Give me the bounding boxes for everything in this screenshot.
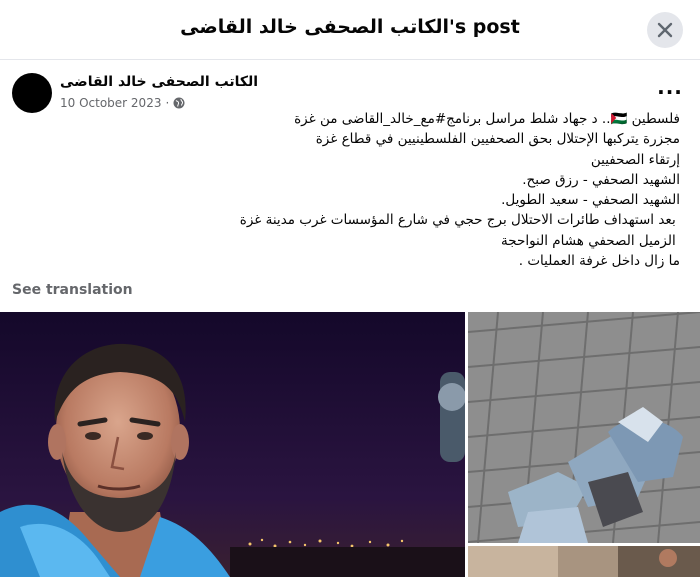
globe-icon[interactable]	[173, 97, 185, 109]
post-date[interactable]: 10 October 2023	[60, 96, 162, 110]
post-text-line: بعد استهداف طائرات الاحتلال برج حجي في شارع المؤسسات غرب مدينة غزة	[239, 212, 680, 229]
post-text-line: ما زال داخل غرفة العمليات .	[518, 253, 680, 270]
post-photo-debris[interactable]	[468, 312, 700, 543]
post-text-line: الشهيد الصحفي - سعيد الطويل.	[501, 192, 680, 209]
avatar[interactable]	[12, 73, 52, 113]
post-text-line: إرتقاء الصحفيين	[590, 151, 680, 168]
meta-separator: ·	[165, 96, 170, 110]
close-icon	[657, 22, 673, 38]
post-photo-portrait[interactable]	[0, 312, 465, 577]
author-name[interactable]: الكاتب الصحفى خالد القاضى	[60, 74, 259, 90]
post-text-line: الشهيد الصحفي - رزق صبح.	[522, 171, 680, 188]
post-text-line: الزميل الصحفي هشام النواحجة	[501, 232, 680, 249]
dialog-title: الكاتب الصحفى خالد القاضى's post	[180, 16, 520, 38]
post-photo-third[interactable]	[468, 546, 700, 577]
see-translation-link[interactable]: See translation	[12, 282, 133, 298]
more-options-icon[interactable]: ...	[657, 75, 683, 99]
post-text	[12, 109, 684, 271]
close-button[interactable]	[647, 12, 683, 48]
post-text-line: فلسطين 🇵🇸.. د جهاد شلط مراسل برنامج#مع_خالد_القاضى من غزة	[294, 111, 680, 127]
dialog-header	[0, 0, 700, 60]
post-text-line: مجزرة يتركبها الإحتلال بحق الصحفيين الفلسطينيين في قطاع غزة	[315, 131, 680, 148]
